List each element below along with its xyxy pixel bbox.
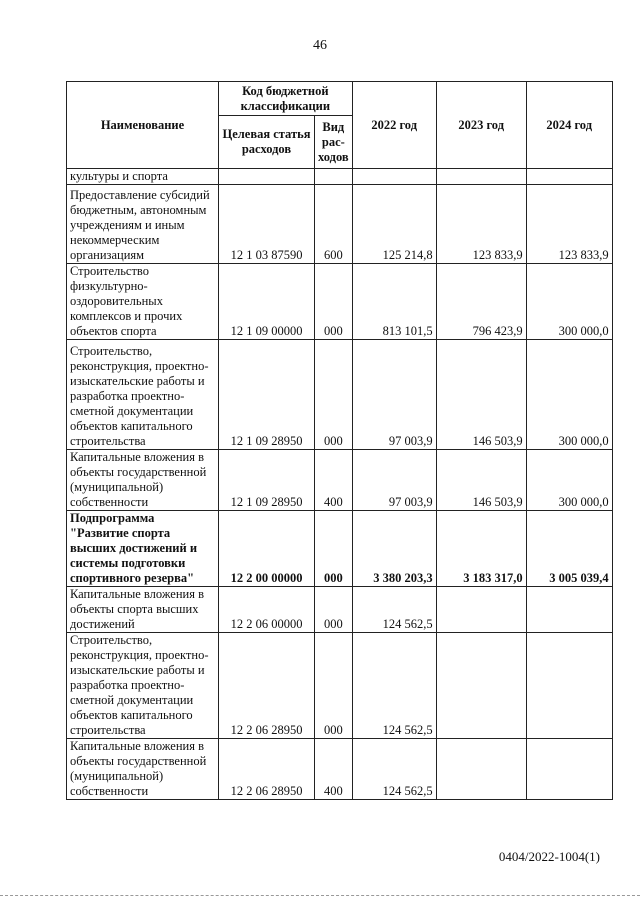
header-2022: 2022 год xyxy=(352,82,436,169)
row-value-2023: 123 833,9 xyxy=(436,185,526,264)
row-target-code: 12 1 09 00000 xyxy=(219,264,315,340)
row-name: Строительство, реконструкция, проектно-изыскательские работы и разработка проектно-сметной документации объектов капитального строительства xyxy=(67,340,219,450)
row-value-2023: 146 503,9 xyxy=(436,450,526,511)
row-value-2023 xyxy=(436,587,526,633)
row-expense-type: 000 xyxy=(315,340,353,450)
row-expense-type: 400 xyxy=(315,739,353,800)
table-row xyxy=(67,739,613,800)
row-name: Строительство, реконструкция, проектно-изыскательские работы и разработка проектно-сметной документации объектов капитального строительства xyxy=(67,633,219,739)
row-value-2022 xyxy=(352,169,436,185)
row-value-2023 xyxy=(436,169,526,185)
row-value-2022: 124 562,5 xyxy=(352,587,436,633)
row-value-2022: 3 380 203,3 xyxy=(352,511,436,587)
row-value-2024 xyxy=(526,587,612,633)
table-row xyxy=(67,633,613,739)
row-value-2023 xyxy=(436,739,526,800)
row-name: Капитальные вложения в объекты государственной (муниципальной) собственности xyxy=(67,739,219,800)
row-name: Капитальные вложения в объекты государственной (муниципальной) собственности xyxy=(67,450,219,511)
row-value-2024: 123 833,9 xyxy=(526,185,612,264)
table-row xyxy=(67,450,613,511)
row-expense-type: 400 xyxy=(315,450,353,511)
page-edge-line xyxy=(0,895,640,896)
row-target-code: 12 2 06 28950 xyxy=(219,633,315,739)
table-row xyxy=(67,340,613,450)
row-target-code xyxy=(219,169,315,185)
row-value-2022: 97 003,9 xyxy=(352,450,436,511)
row-expense-type: 000 xyxy=(315,264,353,340)
header-kbk: Код бюджетной классификации xyxy=(219,82,353,116)
header-target-article: Целевая статья расходов xyxy=(219,116,315,169)
row-expense-type: 000 xyxy=(315,511,353,587)
row-value-2022: 97 003,9 xyxy=(352,340,436,450)
row-value-2024 xyxy=(526,169,612,185)
row-value-2023 xyxy=(436,633,526,739)
page-number: 46 xyxy=(313,38,327,53)
row-target-code: 12 1 09 28950 xyxy=(219,450,315,511)
row-expense-type: 000 xyxy=(315,633,353,739)
row-value-2022: 124 562,5 xyxy=(352,633,436,739)
row-target-code: 12 2 06 28950 xyxy=(219,739,315,800)
row-value-2024: 3 005 039,4 xyxy=(526,511,612,587)
row-value-2024: 300 000,0 xyxy=(526,450,612,511)
row-name: Подпрограмма "Развитие спорта высших достижений и системы подготовки спортивного резерва" xyxy=(67,511,219,587)
row-value-2024: 300 000,0 xyxy=(526,340,612,450)
row-expense-type xyxy=(315,169,353,185)
row-name: культуры и спорта xyxy=(67,169,219,185)
header-expense-type: Вид рас-ходов xyxy=(315,116,353,169)
row-value-2024 xyxy=(526,739,612,800)
table-row xyxy=(67,264,613,340)
budget-table xyxy=(66,81,613,800)
table-row xyxy=(67,511,613,587)
header-name: Наименование xyxy=(67,82,219,169)
row-target-code: 12 2 06 00000 xyxy=(219,587,315,633)
table-row xyxy=(67,169,613,185)
header-2023: 2023 год xyxy=(436,82,526,169)
row-target-code: 12 1 09 28950 xyxy=(219,340,315,450)
row-value-2023: 146 503,9 xyxy=(436,340,526,450)
document-code: 0404/2022-1004(1) xyxy=(498,849,600,864)
header-2024: 2024 год xyxy=(526,82,612,169)
table-row xyxy=(67,587,613,633)
row-value-2023: 796 423,9 xyxy=(436,264,526,340)
row-name: Капитальные вложения в объекты спорта высших достижений xyxy=(67,587,219,633)
row-name: Строительство физкультурно-оздоровительных комплексов и прочих объектов спорта xyxy=(67,264,219,340)
row-expense-type: 600 xyxy=(315,185,353,264)
table-row xyxy=(67,185,613,264)
row-target-code: 12 1 03 87590 xyxy=(219,185,315,264)
row-target-code: 12 2 00 00000 xyxy=(219,511,315,587)
row-name: Предоставление субсидий бюджетным, автономным учреждениям и иным некоммерческим организациям xyxy=(67,185,219,264)
row-value-2023: 3 183 317,0 xyxy=(436,511,526,587)
row-value-2024 xyxy=(526,633,612,739)
row-value-2022: 813 101,5 xyxy=(352,264,436,340)
row-value-2022: 125 214,8 xyxy=(352,185,436,264)
row-value-2024: 300 000,0 xyxy=(526,264,612,340)
row-expense-type: 000 xyxy=(315,587,353,633)
row-value-2022: 124 562,5 xyxy=(352,739,436,800)
